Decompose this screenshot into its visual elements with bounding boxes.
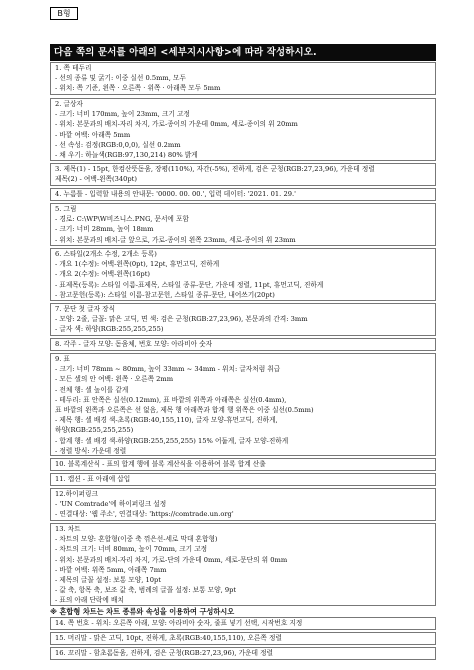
section-line: - 위치: 본문과의 배치-글 앞으로, 가로-종이의 왼쪽 23mm, 세로-종이의 위 23mm — [55, 235, 296, 244]
section-line: - 'UN Comtrade'에 하이퍼링크 설정 — [55, 500, 167, 509]
section-line: 10. 블록계산식 - 표의 합계 행에 블록 계산식을 이용하여 블록 합계 산출 — [55, 460, 266, 468]
section-line: - 정렬 방식: 가운데 정렬 — [55, 446, 127, 455]
section-line: - 위치: 본문과의 배치-자리 차지, 가로-종이의 가운데 0mm, 세로-종이의 위 20mm — [55, 120, 298, 129]
section-line: - 모든 셀의 안 여백: 왼쪽 · 오른쪽 2mm — [55, 375, 174, 384]
section-line: - 차트의 모양: 혼합형(이중 축 꺾은선-세로 막대 혼합형) — [55, 535, 218, 544]
section-line: - 차트의 크기: 너비 80mm, 높이 70mm, 크기 고정 — [55, 545, 208, 554]
section-line: - 표제목(등록): 스타일 이름-표제목, 스타일 종류-문단, 가운데 정렬, 11pt, 휴먼고딕, 진하게 — [55, 280, 324, 289]
section-4-field — [50, 188, 436, 201]
chart-note: ※ 혼합형 차트는 차트 종류와 속성을 이용하여 구성하시오 — [50, 607, 235, 616]
section-line: 12.하이퍼링크 — [55, 490, 98, 498]
type-label: B형 — [50, 7, 78, 20]
section-line: - 선의 종류 및 굵기: 이중 실선 0.5mm, 모두 — [55, 74, 186, 83]
section-line: 9. 표 — [55, 355, 70, 363]
section-line: 제목(2) - 여백-왼쪽(340pt) — [55, 175, 137, 184]
section-line: - 위치: 쪽 기준, 왼쪽 · 오른쪽 · 위쪽 · 아래쪽 모두 5mm — [55, 84, 221, 93]
section-line: 8. 각주 - 글자 모양: 돋움체, 번호 모양: 아라비아 숫자 — [55, 340, 213, 348]
section-line: 5. 그림 — [55, 205, 77, 213]
section-line: 14. 쪽 번호 - 위치: 오른쪽 아래, 모양: 아라비아 숫자, 줄표 넣기 선택, 시작번호 지정 — [55, 619, 303, 627]
section-13-chart — [50, 523, 436, 606]
section-line: 15. 머리말 - 맑은 고딕, 10pt, 진하게, 초록(RGB:40,155,110), 오른쪽 정렬 — [55, 634, 282, 642]
section-line: - 크기: 너비 28mm, 높이 18mm — [55, 225, 154, 234]
section-line: - 채 우기: 하늘색(RGB:97,130,214) 80% 밝게 — [55, 151, 198, 160]
section-9-table — [50, 353, 436, 456]
section-8-footnote — [50, 338, 436, 351]
section-line: - 글자 색: 하양(RGB:255,255,255) — [55, 325, 164, 334]
section-line: - 제목의 글꼴 설정: 보통 모양, 10pt — [55, 576, 161, 585]
section-line: - 바깥 여백: 위쪽 5mm, 아래쪽 7mm — [55, 565, 167, 574]
section-line: 6. 스타일(2개소 수정, 2개소 등록) — [55, 250, 157, 258]
section-line: - 선 속성: 검정(RGB:0,0,0), 실선 0.2mm — [55, 140, 181, 149]
section-line: 4. 누름틀 - 입력할 내용의 안내문: '0000. 00. 00.', 입력 데이터: '2021. 01. 29.' — [55, 190, 296, 198]
section-6-style — [50, 248, 436, 301]
section-line: 2. 글상자 — [55, 100, 83, 108]
section-line: 표 바깥의 왼쪽과 오른쪽은 선 없음, 제목 행 아래쪽과 합계 행 위쪽은 이중 실선(0.5mm) — [55, 406, 314, 415]
section-line: - 크기: 너비 170mm, 높이 23mm, 크기 고정 — [55, 110, 190, 119]
section-12-hyperlink — [50, 488, 436, 521]
section-line: - 바깥 여백: 아래쪽 5mm — [55, 130, 131, 139]
section-10-block-calc — [50, 458, 436, 471]
section-15-header — [50, 632, 436, 645]
section-line: 7. 문단 첫 글자 장식 — [55, 305, 116, 313]
section-line: - 개요 1(수정): 여백-왼쪽(0pt), 12pt, 휴먼고딕, 진하게 — [55, 260, 220, 269]
section-line: - 값 축, 항목 축, 보조 값 축, 범례의 글꼴 설정: 보통 모양, 9pt — [55, 586, 237, 595]
section-line: - 개요 2(수정): 여백-왼쪽(16pt) — [55, 270, 150, 279]
section-line: 1. 쪽 테두리 — [55, 64, 92, 72]
instruction-banner: 다음 쪽의 문서를 아래의 <세부지시사항>에 따라 작성하시오. — [50, 44, 436, 61]
section-line: - 제목 행: 셀 배경 색-초록(RGB:40,155,110), 글자 모양-휴먼고딕, 진하게, — [55, 416, 278, 425]
section-line: - 합계 행: 셀 배경 색-하양(RGB:255,255,255) 15% 어둡게, 글자 모양-진하게 — [55, 436, 289, 445]
section-7-dropcap — [50, 303, 436, 336]
section-line: - 전체 행: 셀 높이를 같게 — [55, 385, 129, 394]
section-11-caption — [50, 473, 436, 486]
section-14-page-number — [50, 617, 436, 630]
section-line: 11. 캡션 - 표 아래에 삽입 — [55, 475, 131, 483]
section-line: 13. 차트 — [55, 525, 81, 533]
section-2-textbox — [50, 98, 436, 161]
section-16-footer — [50, 647, 436, 660]
section-line: 하양(RGB:255,255,255) — [55, 426, 134, 435]
section-line: - 참고문헌(등록): 스타일 이름-참고문헌, 스타일 종류-문단, 내어쓰기(20pt) — [55, 290, 275, 299]
section-line: - 연결대상: '웹 주소', 연결대상: 'https://comtrade.un.org' — [55, 510, 234, 519]
section-1-page-border — [50, 62, 436, 95]
section-line: - 테두리: 표 안쪽은 실선(0.12mm), 표 바깥의 위쪽과 아래쪽은 실선(0.4mm), — [55, 395, 287, 404]
section-3-title — [50, 163, 436, 186]
section-5-picture — [50, 203, 436, 246]
section-line: - 표의 아래 단락에 배치 — [55, 596, 124, 605]
section-line: - 크기: 너비 78mm ~ 80mm, 높이 33mm ~ 34mm - 위치: 글자처럼 취급 — [55, 365, 281, 374]
section-line: - 모양: 2줄, 글꼴: 맑은 고딕, 면 색: 검은 군청(RGB:27,23,96), 본문과의 간격: 3mm — [55, 315, 308, 324]
section-line: 16. 꼬리말 - 함초롬돋움, 진하게, 검은 군청(RGB:27,23,96), 가운데 정렬 — [55, 649, 274, 657]
section-line: 3. 제목(1) - 15pt, 한컴산뜻돋움, 장평(110%), 자간(-5%), 진하게, 검은 군청(RGB:27,23,96), 가운데 정렬 — [55, 165, 375, 173]
section-line: - 경로: C:\WP\W비즈니스.PNG, 문서에 포함 — [55, 215, 189, 224]
section-line: - 위치: 본문과의 배치-자리 차지, 가로-단의 가운데 0mm, 세로-문단의 위 0mm — [55, 555, 288, 564]
